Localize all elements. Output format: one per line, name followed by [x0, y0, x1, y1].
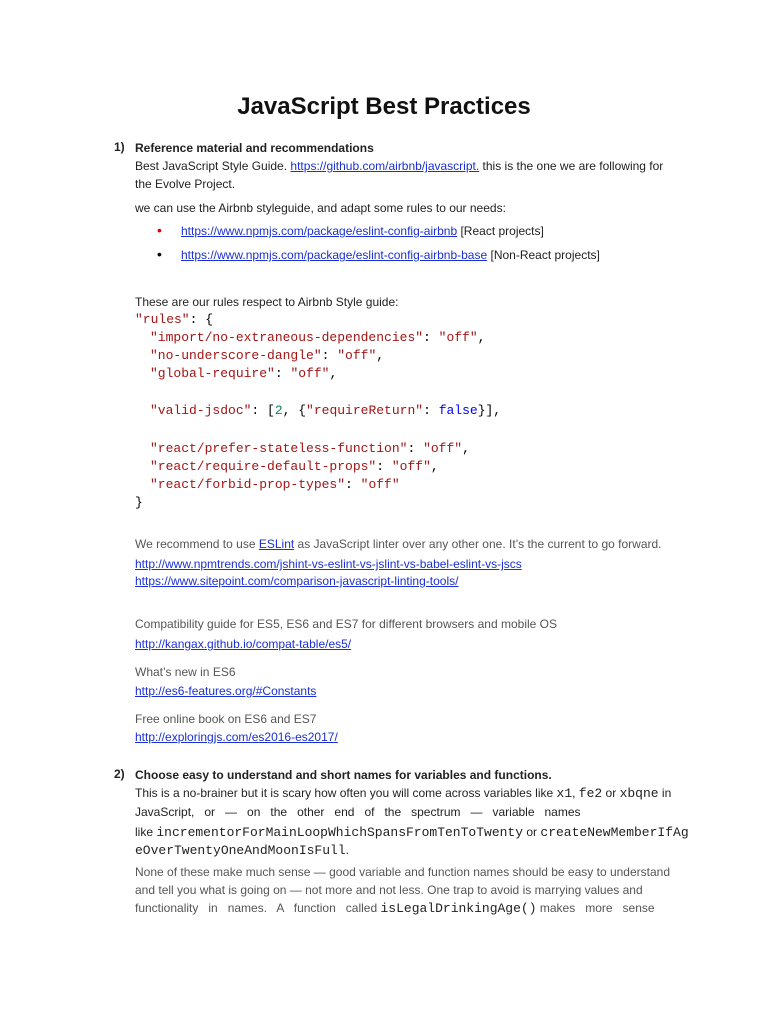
- code-key: "react/require-default-props": [150, 459, 377, 474]
- code-line: "no-underscore-dangle": "off",: [150, 348, 385, 363]
- npmtrends-link[interactable]: http://www.npmtrends.com/jshint-vs-eslint-vs-jslint-vs-babel-eslint-vs-jscs: [135, 557, 522, 571]
- section-1-heading: Reference material and recommendations: [135, 141, 374, 155]
- style-guide-prefix: Best JavaScript Style Guide.: [135, 159, 288, 173]
- compat-line: [135, 636, 351, 652]
- section-2-number: 2): [114, 767, 125, 781]
- code-line: "global-require": "off",: [150, 366, 338, 381]
- style-guide-continuation: the Evolve Project.: [135, 177, 236, 191]
- bullet-item: [181, 247, 600, 263]
- code-key: "requireReturn": [306, 403, 424, 418]
- code-key: "global-require": [150, 366, 275, 381]
- inline-code: x1: [556, 786, 573, 801]
- airbnb-intro: we can use the Airbnb styleguide, and adapt some rules to our needs:: [135, 201, 506, 215]
- code-line: "import/no-extraneous-dependencies": "off",: [150, 330, 486, 345]
- sitepoint-line: [135, 573, 458, 589]
- whatsnew-line: [135, 683, 316, 699]
- inline-code: createNewMemberIfAg: [540, 825, 689, 840]
- paragraph-line: None of these make much sense — good variable and function names should be easy to understand: [135, 865, 671, 879]
- code-key: "react/forbid-prop-types": [150, 477, 346, 492]
- code-value: "off": [360, 477, 400, 492]
- inline-code: fe2: [578, 786, 603, 801]
- paragraph-text: makes more sense: [539, 901, 655, 915]
- code-line: [135, 494, 143, 512]
- paragraph-text: or: [526, 825, 538, 839]
- bullet-note: [Non-React projects]: [490, 248, 600, 262]
- paragraph-line: and tell you what is going on — not more and not less. One trap to avoid is marrying values and: [135, 883, 643, 897]
- paragraph-text: This is a no-brainer but it is scary how often you will come across variables like: [135, 786, 554, 800]
- code-line: "react/require-default-props": "off",: [150, 459, 439, 474]
- book-text: Free online book on ES6 and ES7: [135, 712, 317, 726]
- code-punct: }: [135, 495, 143, 510]
- paragraph-line: This is a no-brainer but it is scary how often you will come across variables like x1, fe2 or xbqne in: [135, 786, 672, 801]
- code-line: "react/forbid-prop-types": "off": [150, 477, 400, 492]
- section-2-heading: Choose easy to understand and short names for variables and functions.: [135, 768, 552, 782]
- sitepoint-link[interactable]: https://www.sitepoint.com/comparison-javascript-linting-tools/: [135, 574, 459, 588]
- code-value: "off": [423, 441, 463, 456]
- code-key: "rules": [135, 312, 190, 327]
- book-line: [135, 729, 338, 745]
- rules-intro: These are our rules respect to Airbnb Style guide:: [135, 295, 399, 309]
- code-line: "react/prefer-stateless-function": "off",: [150, 441, 470, 456]
- paragraph-line: JavaScript, or — on the other end of the spectrum — variable names: [135, 805, 581, 819]
- code-punct: : {: [189, 312, 214, 327]
- page-title: JavaScript Best Practices: [237, 93, 531, 120]
- code-value: "off": [438, 330, 478, 345]
- bullet-item: [181, 223, 544, 239]
- code-value: "off": [337, 348, 377, 363]
- eslint-prefix: We recommend to use: [135, 537, 256, 551]
- inline-code: isLegalDrinkingAge(): [380, 901, 537, 916]
- code-value: "off": [391, 459, 431, 474]
- bullet-dot-icon: •: [157, 222, 162, 238]
- code-line: "valid-jsdoc": [2, {"requireReturn": false}],: [150, 403, 502, 418]
- eslint-link[interactable]: ESLint: [258, 537, 295, 551]
- code-line: [135, 311, 213, 329]
- paragraph-text: like: [135, 825, 154, 839]
- paragraph-line: [135, 824, 689, 841]
- whatsnew-text: What’s new in ES6: [135, 665, 236, 679]
- code-number: 2: [274, 403, 283, 418]
- style-guide-line: [135, 158, 663, 174]
- compat-text: Compatibility guide for ES5, ES6 and ES7 for different browsers and mobile OS: [135, 617, 557, 631]
- eslint-suffix: as JavaScript linter over any other one. It’s the current to go forward.: [297, 537, 662, 551]
- npmtrends-line: [135, 556, 522, 572]
- bullet-note: [React projects]: [460, 224, 544, 238]
- es6-features-link[interactable]: http://es6-features.org/#Constants: [135, 684, 317, 698]
- paragraph-text: or: [605, 786, 617, 800]
- exploringjs-link[interactable]: http://exploringjs.com/es2016-es2017/: [135, 730, 338, 744]
- code-key: "import/no-extraneous-dependencies": [150, 330, 424, 345]
- compat-table-link[interactable]: http://kangax.github.io/compat-table/es5/: [135, 637, 352, 651]
- inline-code: incrementorForMainLoopWhichSpansFromTenToTwenty: [156, 825, 524, 840]
- style-guide-suffix: this is the one we are following for: [482, 159, 664, 173]
- paragraph-line: [135, 900, 655, 917]
- inline-code: eOverTwentyOneAndMoonIsFull: [135, 843, 346, 858]
- code-boolean: false: [438, 403, 478, 418]
- inline-code: xbqne: [619, 786, 659, 801]
- paragraph-text: in: [661, 786, 672, 800]
- paragraph-text: functionality in names. A function called: [135, 901, 378, 915]
- code-key: "valid-jsdoc": [150, 403, 252, 418]
- eslint-config-airbnb-link[interactable]: https://www.npmjs.com/package/eslint-config-airbnb: [181, 224, 458, 238]
- eslint-config-airbnb-base-link[interactable]: https://www.npmjs.com/package/eslint-config-airbnb-base: [181, 248, 488, 262]
- code-key: "react/prefer-stateless-function": [150, 441, 408, 456]
- code-key: "no-underscore-dangle": [150, 348, 322, 363]
- bullet-dot-icon: •: [157, 246, 162, 262]
- paragraph-line: eOverTwentyOneAndMoonIsFull.: [135, 843, 349, 858]
- section-1-number: 1): [114, 140, 125, 154]
- code-value: "off": [290, 366, 330, 381]
- airbnb-guide-link[interactable]: https://github.com/airbnb/javascript.: [290, 159, 480, 173]
- eslint-recommendation: [135, 536, 662, 552]
